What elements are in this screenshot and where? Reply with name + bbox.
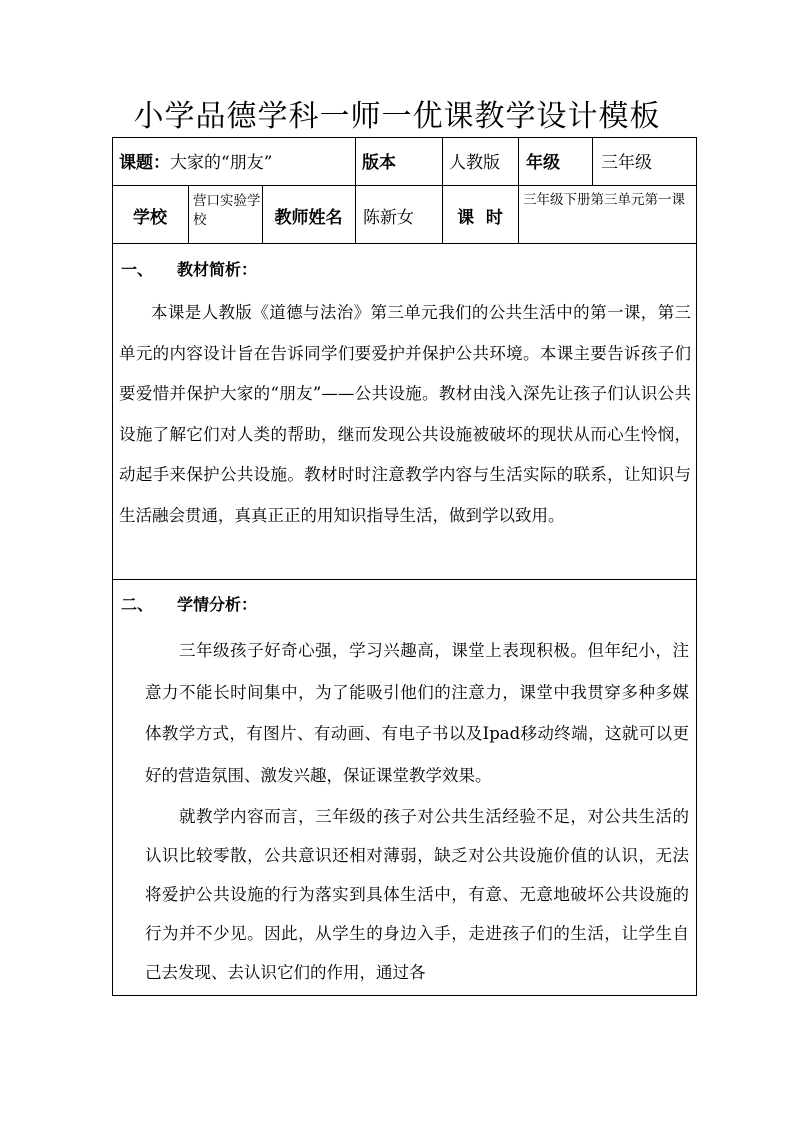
material-paragraph: 本课是人教版《道德与法治》第三单元我们的公共生活中的第一课，第三单元的内容设计旨在告诉同学们要爱护并保护公共环境。本课主要告诉孩子们要爱惜并保护大家的“朋友”——公共设施。教材由浅入深先让孩子们认识公共设施了解它们对人类的帮助，继而发现公共设施被破坏的现状从而心生怜悯，动起手来保护公共设施。教材时时注意教学内容与生活实际的联系，让知识与生活融会贯通，真真正正的用知识指导生活，做到学以致用。 [119,303,691,525]
edition-label: 版本 [362,153,396,173]
edition-value: 人教版 [449,153,500,173]
section-heading-material [121,257,257,280]
topic-value: 大家的“朋友” [170,153,273,173]
students-paragraph-2: 就教学内容而言，三年级的孩子对公共生活经验不足，对公共生活的认识比较零散，公共意识还相对薄弱，缺乏对公共设施价值的认识，无法将爱护公共设施的行为落实到具体生活中，有意、无意地破坏公共设施的行为并不少见。因此，从学生的身边入手，走进孩子们的生活，让学生自己去发现、去认识它们的作用，通过各 [145,807,689,982]
teacher-label: 教师姓名 [274,208,343,228]
page-title: 小学品德学科一师一优课教学设计模板 [133,99,661,134]
topic-label: 课题： [119,153,170,173]
section-title: 学情分析： [177,595,258,614]
section-number: 一、 [121,260,154,279]
teacher-value: 陈新女 [363,208,414,228]
school-label: 学校 [133,208,167,228]
grade-label: 年级 [526,153,560,173]
topic-cell [119,148,355,178]
grade-value: 三年级 [601,153,652,173]
period-label: 课 时 [457,208,503,228]
section-heading-students [121,592,257,615]
school-value: 营口实验学校 [193,193,261,228]
section-title: 教材简析： [177,260,258,279]
students-paragraph-1: 三年级孩子好奇心强，学习兴趣高，课堂上表现积极。但年纪小，注意力不能长时间集中，为了能吸引他们的注意力，课堂中我贯穿多种多媒体教学方式，有图片、有动画、有电子书以及Ipad移动终端，这就可以更好的营造氛围、激发兴趣，保证课堂教学效果。 [145,641,689,785]
section-number: 二、 [121,595,154,614]
period-value: 三年级下册第三单元第一课 [523,192,685,208]
